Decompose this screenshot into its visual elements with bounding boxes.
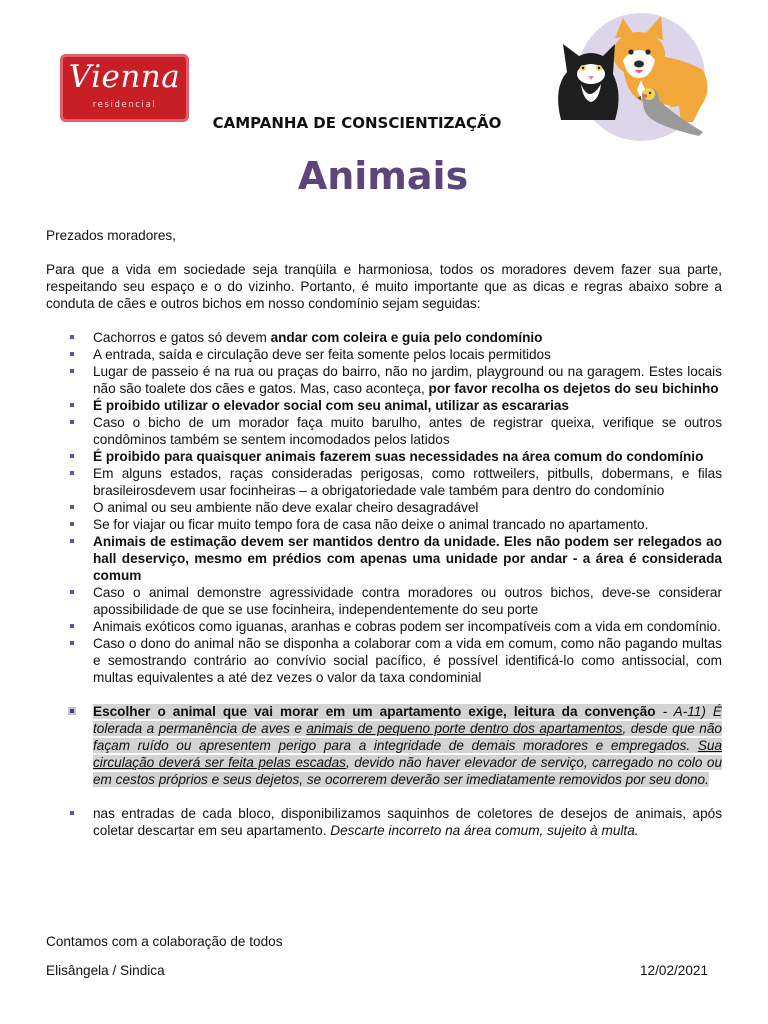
list-item: Animais exóticos como iguanas, aranhas e cobras podem ser incompatíveis com a vida em condomínio. [46, 618, 722, 635]
logo-subtitle: residencial [92, 100, 157, 110]
list-item: Cachorros e gatos só devem andar com coleira e guia pelo condomínio [46, 329, 722, 346]
list-item: É proibido para quaisquer animais fazerem suas necessidades na área comum do condomínio [46, 448, 722, 465]
list-item: Caso o bicho de um morador faça muito barulho, antes de registrar queixa, verifique se outros condôminos também se sentem incomodados pelos latidos [46, 414, 722, 448]
list-item: O animal ou seu ambiente não deve exalar cheiro desagradável [46, 499, 722, 516]
bullet-icon [70, 471, 74, 475]
bullet-icon [70, 709, 74, 713]
bullet-icon [70, 403, 74, 407]
list-item: Caso o animal demonstre agressividade contra moradores ou outros bichos, deve-se considerar apossibilidade de que se use focinheira, independentemente do seu porte [46, 584, 722, 618]
logo-wordmark: Vienna [68, 59, 181, 95]
bullet-icon [70, 335, 74, 339]
list-item: Se for viajar ou ficar muito tempo fora de casa não deixe o animal trancado no apartamento. [46, 516, 722, 533]
document-body [46, 227, 722, 839]
bullet-icon [70, 539, 74, 543]
page-title: Animais [297, 154, 469, 198]
bullet-icon [70, 505, 74, 509]
bullet-icon [70, 522, 74, 526]
intro-paragraph: Para que a vida em sociedade seja tranqüila e harmoniosa, todos os moradores devem fazer sua parte, respeitando seu espaço e o do vizinho. Portanto, é muito importante que as dicas e regras abaixo sobre a conduta de cães e outros bichos em nosso condomínio sejam seguidas: [46, 262, 722, 311]
bullet-icon [70, 369, 74, 373]
bullet-icon [70, 590, 74, 594]
bullet-icon [70, 420, 74, 424]
list-item: É proibido utilizar o elevador social com seu animal, utilizar as escararias [46, 397, 722, 414]
highlighted-convention-item: Escolher o animal que vai morar em um apartamento exige, leitura da convenção - A-11) É tolerada a permanência de aves e animais de pequeno porte dentro dos apartamentos, desde que não façam ruído ou apresentem perigo para a integridade de demais moradores e empregados. Sua circulação deverá ser feita pelas escadas, devido não haver elevador de serviço, carregado no colo ou em cestos próprios e seus dejetos, se ocorrerem deverão ser imediatamente removidos por seu dono. [46, 703, 722, 788]
closing-line: Contamos com a colaboração de todos [46, 934, 283, 949]
rules-list [46, 329, 722, 839]
list-item: nas entradas de cada bloco, disponibilizamos saquinhos de coletores de desejos de animais, após coletar descartar em seu apartamento. Descarte incorreto na área comum, sujeito à multa. [46, 805, 722, 839]
bullet-icon [70, 641, 74, 645]
list-item: A entrada, saída e circulação deve ser feita somente pelos locais permitidos [46, 346, 722, 363]
bullet-icon [70, 352, 74, 356]
greeting: Prezados moradores, [46, 228, 176, 243]
list-item: Caso o dono do animal não se disponha a colaborar com a vida em comum, como não pagando multas e semostrando contrário ao convívio social pacífico, é possível identificá-lo como antissocial, com multas equivalentes a até dez vezes o valor da taxa condominial [46, 635, 722, 686]
signature: Elisângela / Sindica [46, 963, 165, 978]
list-item: Em alguns estados, raças consideradas perigosas, como rottweilers, pitbulls, dobermans, e filas brasileirosdevem usar focinheiras – a obrigatoriedade vale também para dentro do condomínio [46, 465, 722, 499]
list-item: Animais de estimação devem ser mantidos dentro da unidade. Eles não podem ser relegados ao hall deserviço, mesmo em prédios com apenas uma unidade por andar - a área é considerada comum [46, 533, 722, 584]
document-date: 12/02/2021 [640, 963, 709, 978]
bullet-icon [70, 454, 74, 458]
vienna-logo [60, 54, 189, 122]
campaign-heading: CAMPANHA DE CONSCIENTIZAÇÃO [212, 114, 502, 132]
bullet-icon [70, 624, 74, 628]
bullet-icon [70, 811, 74, 815]
list-item: Lugar de passeio é na rua ou praças do bairro, não no jardim, playground ou na garagem. Estes locais não são toalete dos cães e gatos. Mas, caso aconteça, por favor recolha os dejetos do seu bichinho [46, 363, 722, 397]
